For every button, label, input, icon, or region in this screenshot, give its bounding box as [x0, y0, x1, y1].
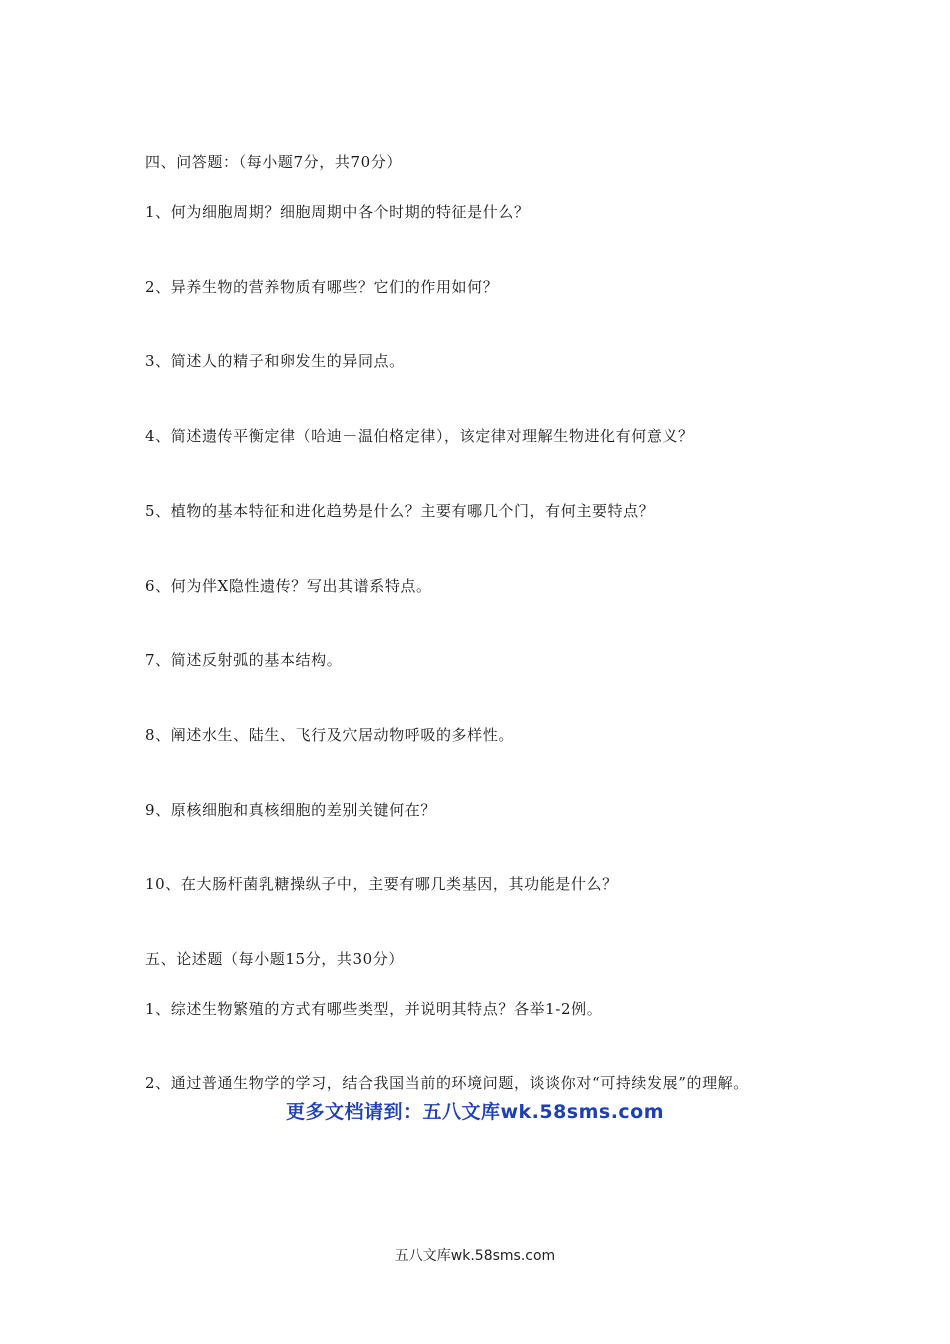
- question-4-5: 5、植物的基本特征和进化趋势是什么？主要有哪几个门，有何主要特点？: [145, 502, 655, 520]
- question-4-9: 9、原核细胞和真核细胞的差别关键何在？: [145, 801, 436, 819]
- promo-link[interactable]: 更多文档请到：五八文库wk.58sms.com: [285, 1101, 665, 1123]
- section-5-heading: 五、论述题（每小题15分，共30分）: [145, 950, 404, 968]
- question-5-1: 1、综述生物繁殖的方式有哪些类型，并说明其特点？各举1-2例。: [145, 1000, 603, 1018]
- question-4-10: 10、在大肠杆菌乳糖操纵子中，主要有哪几类基因，其功能是什么？: [145, 875, 618, 893]
- page-footer: 五八文库wk.58sms.com: [394, 1248, 556, 1264]
- question-4-2: 2、异养生物的营养物质有哪些？它们的作用如何？: [145, 278, 499, 296]
- question-5-2: 2、通过普通生物学的学习，结合我国当前的环境问题，谈谈你对“可持续发展”的理解。: [145, 1074, 749, 1092]
- question-4-3: 3、简述人的精子和卵发生的异同点。: [145, 352, 405, 370]
- question-4-8: 8、阐述水生、陆生、飞行及穴居动物呼吸的多样性。: [145, 726, 514, 744]
- question-4-4: 4、简述遗传平衡定律（哈迪－温伯格定律），该定律对理解生物进化有何意义？: [145, 427, 694, 445]
- question-4-1: 1、何为细胞周期？细胞周期中各个时期的特征是什么？: [145, 203, 530, 221]
- question-4-6: 6、何为伴X隐性遗传？写出其谱系特点。: [145, 577, 432, 595]
- section-4-heading: 四、问答题：（每小题7分，共70分）: [145, 153, 402, 171]
- question-4-7: 7、简述反射弧的基本结构。: [145, 651, 343, 669]
